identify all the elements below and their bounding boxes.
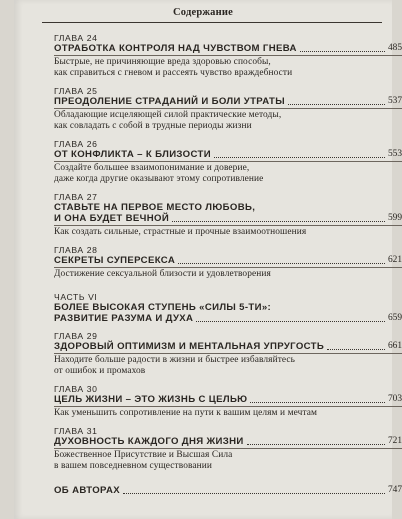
description-line: Как создать сильные, страстные и прочные взаимоотношения [54,227,307,237]
chapter-description [54,448,402,472]
description-line: Как уменьшить сопротивление на пути к вашим целям и мечтам [54,408,318,418]
authors-title-row[interactable] [54,485,402,496]
part-label: ЧАСТЬ VI [54,292,98,302]
dot-leader [250,402,385,403]
chapter-description [54,406,402,419]
chapter-label: ГЛАВА 29 [54,331,98,341]
chapter-description [54,55,402,79]
chapter-label: ГЛАВА 24 [54,33,98,43]
dot-leader [300,51,385,52]
chapter-title: ОТ КОНФЛИКТА – К БЛИЗОСТИ [54,149,211,160]
dot-leader [123,493,385,494]
table-of-contents [54,26,402,496]
description-line: как справиться с гневом и рассеять чувство враждебности [54,68,293,78]
toc-entry-about-authors[interactable] [54,485,402,496]
part-title: БОЛЕЕ ВЫСОКАЯ СТУПЕНЬ «СИЛЫ 5-ТИ»: [54,302,272,313]
chapter-title-continued: И ОНА БУДЕТ ВЕЧНОЙ [54,213,170,224]
page-number: 621 [387,255,402,265]
dot-leader [178,263,385,264]
chapter-description [54,225,402,238]
toc-entry-chapter-27[interactable] [54,192,402,238]
toc-entry-chapter-25[interactable] [54,86,402,132]
dot-leader [214,157,385,158]
toc-entry-chapter-28[interactable] [54,245,402,280]
page-number: 659 [387,313,402,323]
toc-entry-part-6[interactable] [54,292,402,324]
header-rule [42,22,382,23]
chapter-title-row[interactable] [54,255,402,266]
page-number: 661 [387,341,402,351]
chapter-title: ДУХОВНОСТЬ КАЖДОГО ДНЯ ЖИЗНИ [54,436,244,447]
description-line: Божественное Присутствие и Высшая Сила [54,450,233,460]
chapter-description [54,108,402,132]
page-number: 703 [387,394,402,404]
chapter-label: ГЛАВА 31 [54,426,98,436]
authors-title: ОБ АВТОРАХ [54,485,120,496]
chapter-label: ГЛАВА 27 [54,192,98,202]
description-line: от ошибок и промахов [54,366,146,376]
description-line: в вашем повседневном существовании [54,461,213,471]
chapter-title-row[interactable] [54,43,402,54]
dot-leader [327,349,385,350]
chapter-title: СТАВЬТЕ НА ПЕРВОЕ МЕСТО ЛЮБОВЬ, [54,202,256,213]
chapter-title: ОТРАБОТКА КОНТРОЛЯ НАД ЧУВСТВОМ ГНЕВА [54,43,297,54]
chapter-title: ЗДОРОВЫЙ ОПТИМИЗМ И МЕНТАЛЬНАЯ УПРУГОСТЬ [54,341,325,352]
page-number: 747 [387,485,402,495]
chapter-description [54,267,402,280]
page-number: 485 [387,43,402,53]
part-title-row[interactable] [54,313,402,324]
page-number: 537 [387,96,402,106]
toc-entry-chapter-31[interactable] [54,426,402,472]
chapter-title-row[interactable] [54,436,402,447]
chapter-title-row[interactable] [54,213,402,224]
dot-leader [172,221,385,222]
chapter-label: ГЛАВА 30 [54,384,98,394]
page-number: 553 [387,149,402,159]
chapter-description [54,161,402,185]
book-page [14,0,402,519]
description-line: Достижение сексуальной близости и удовлетворения [54,269,271,279]
dot-leader [288,104,385,105]
description-line: как совладать с собой в трудные периоды жизни [54,121,252,131]
chapter-title: СЕКРЕТЫ СУПЕРСЕКСА [54,255,176,266]
chapter-title-row[interactable] [54,341,402,352]
chapter-label: ГЛАВА 26 [54,139,98,149]
chapter-title-row[interactable] [54,96,402,107]
toc-entry-chapter-24[interactable] [54,33,402,79]
toc-entry-chapter-30[interactable] [54,384,402,419]
description-line: Быстрые, не причиняющие вреда здоровью способы, [54,57,271,67]
chapter-title: ПРЕОДОЛЕНИЕ СТРАДАНИЙ И БОЛИ УТРАТЫ [54,96,285,107]
chapter-title-row[interactable] [54,149,402,160]
dot-leader [247,444,385,445]
page-number: 721 [387,436,402,446]
toc-entry-chapter-26[interactable] [54,139,402,185]
chapter-title-row[interactable] [54,394,402,405]
part-title-continued: РАЗВИТИЕ РАЗУМА И ДУХА [54,313,194,324]
chapter-title: ЦЕЛЬ ЖИЗНИ – ЭТО ЖИЗНЬ С ЦЕЛЬЮ [54,394,248,405]
description-line: даже когда другие оказывают этому сопротивление [54,174,264,184]
description-line: Обладающие исцеляющей силой практические методы, [54,110,282,120]
running-head: Содержание [173,7,233,18]
chapter-label: ГЛАВА 28 [54,245,98,255]
description-line: Находите больше радости в жизни и быстрее избавляйтесь [54,355,296,365]
dot-leader [196,321,385,322]
page-number: 599 [387,213,402,223]
chapter-label: ГЛАВА 25 [54,86,98,96]
toc-entry-chapter-29[interactable] [54,331,402,377]
chapter-description [54,353,402,377]
description-line: Создайте большее взаимопонимание и доверие, [54,163,250,173]
